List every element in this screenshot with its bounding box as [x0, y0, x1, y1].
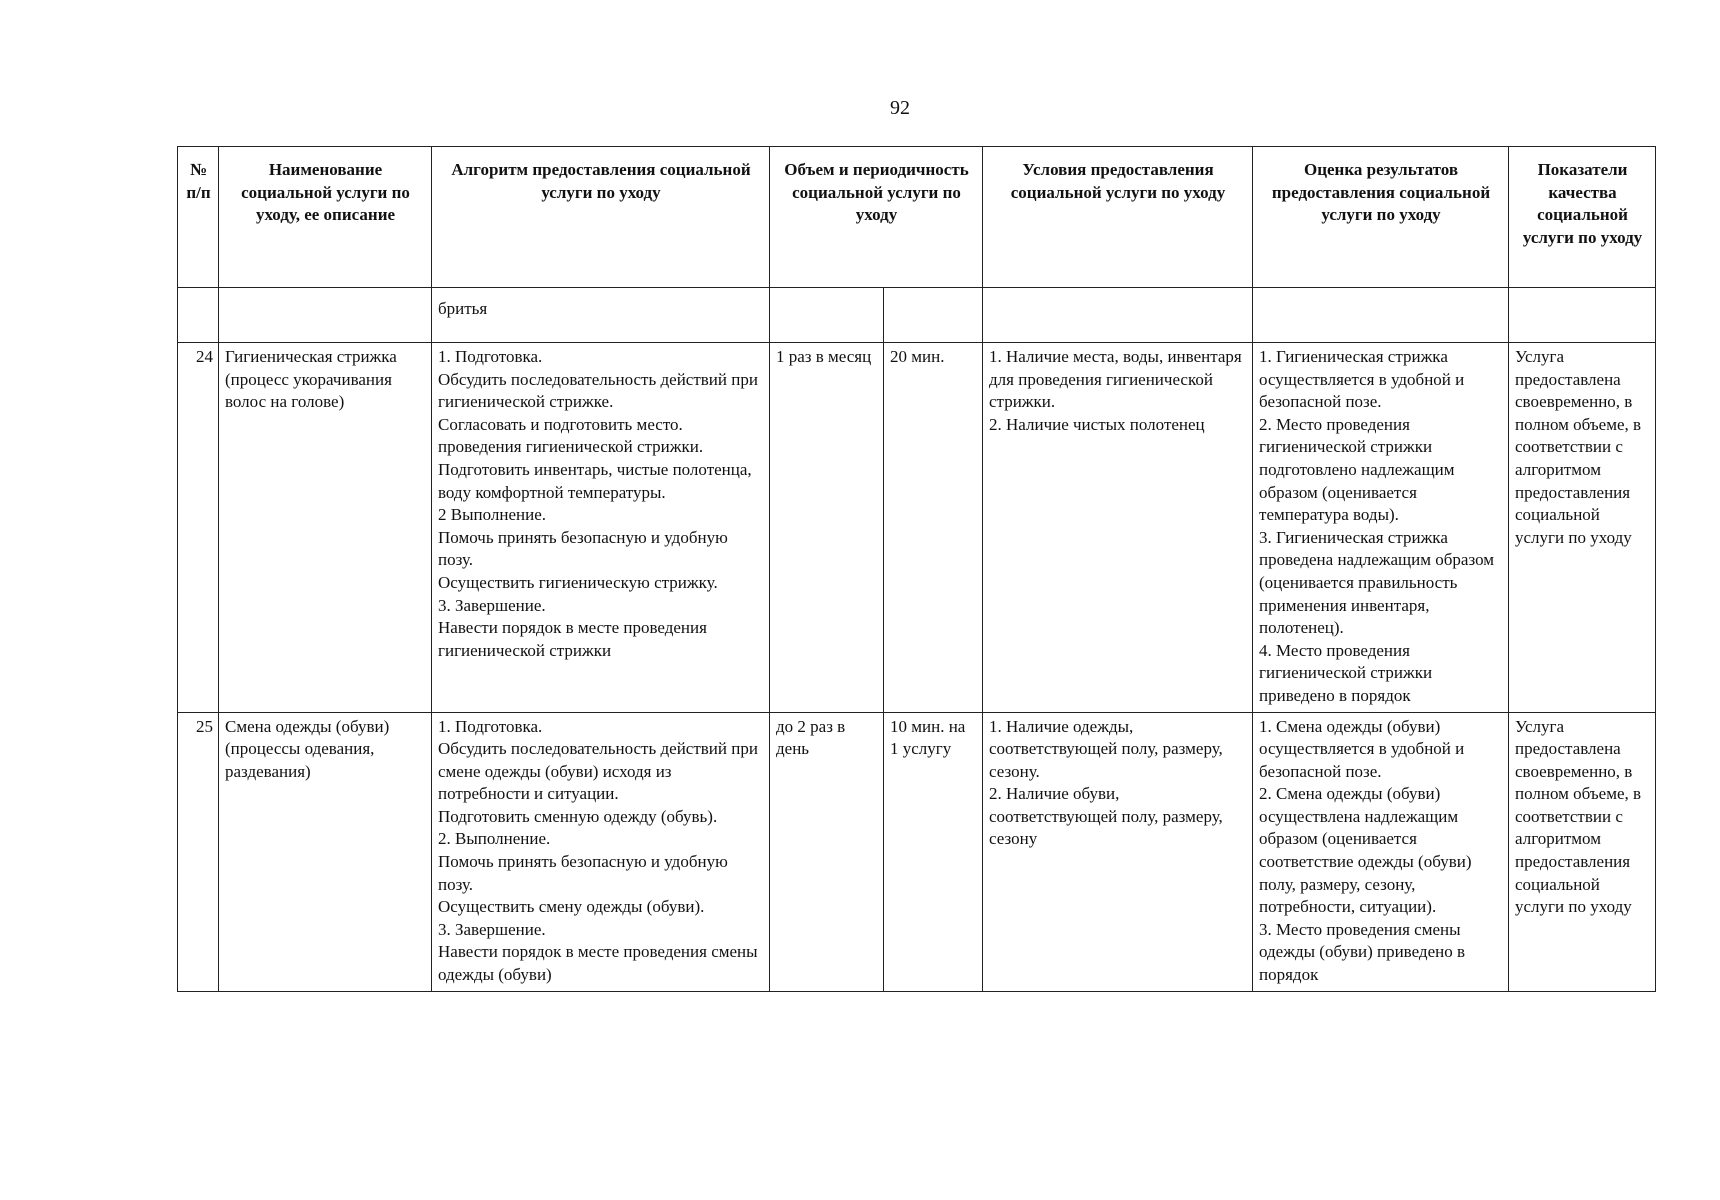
service-name: Смена одежды (обуви) (процессы одевания, раздевания): [219, 712, 432, 991]
table-row: [178, 343, 1656, 713]
cell-empty: [219, 288, 432, 343]
row-num: 25: [178, 712, 219, 991]
page-number: 92: [890, 97, 910, 119]
cell-empty: [1253, 288, 1509, 343]
service-duration: 20 мин.: [884, 343, 983, 713]
row-num: 24: [178, 343, 219, 713]
header-quality: Показатели качества социальной услуги по уходу: [1509, 147, 1656, 288]
service-duration: 10 мин. на 1 услугу: [884, 712, 983, 991]
service-quality: Услуга предоставлена своевременно, в полном объеме, в соответствии с алгоритмом предоставления социальной услуги по уходу: [1509, 712, 1656, 991]
table-row: [178, 712, 1656, 991]
service-quality: Услуга предоставлена своевременно, в полном объеме, в соответствии с алгоритмом предоставления социальной услуги по уходу: [1509, 343, 1656, 713]
cell-empty: [770, 288, 884, 343]
header-assessment: Оценка результатов предоставления социальной услуги по уходу: [1253, 147, 1509, 288]
cell-empty: [983, 288, 1253, 343]
header-num: № п/п: [178, 147, 219, 288]
service-assessment: 1. Смена одежды (обуви) осуществляется в удобной и безопасной позе. 2. Смена одежды (обуви) осуществлена надлежащим образом (оценивается соответствие одежды (обуви) полу, размеру, сезону, потребности, ситуации). 3. Место проведения смены одежды (обуви) приведено в порядок: [1253, 712, 1509, 991]
cell-empty: [1509, 288, 1656, 343]
header-conditions: Условия предоставления социальной услуги по уходу: [983, 147, 1253, 288]
service-assessment: 1. Гигиеническая стрижка осуществляется в удобной и безопасной позе. 2. Место проведения гигиенической стрижки подготовлено надлежащим образом (оценивается температура воды). 3. Гигиеническая стрижка проведена надлежащим образом (оценивается правильность применения инвентаря, полотенец). 4. Место проведения гигиенической стрижки приведено в порядок: [1253, 343, 1509, 713]
continuation-row: [178, 288, 1656, 343]
service-conditions: 1. Наличие одежды, соответствующей полу, размеру, сезону. 2. Наличие обуви, соответствующей полу, размеру, сезону: [983, 712, 1253, 991]
header-name: Наименование социальной услуги по уходу, ее описание: [219, 147, 432, 288]
cell-empty: [884, 288, 983, 343]
services-table: [177, 146, 1656, 992]
header-row: [178, 147, 1656, 288]
cell-empty: [178, 288, 219, 343]
service-name: Гигиеническая стрижка (процесс укорачивания волос на голове): [219, 343, 432, 713]
service-frequency: до 2 раз в день: [770, 712, 884, 991]
service-frequency: 1 раз в месяц: [770, 343, 884, 713]
continuation-algorithm: бритья: [432, 288, 770, 343]
header-volume: Объем и периодичность социальной услуги по уходу: [770, 147, 983, 288]
header-algorithm: Алгоритм предоставления социальной услуги по уходу: [432, 147, 770, 288]
service-algorithm: 1. Подготовка. Обсудить последовательность действий при смене одежды (обуви) исходя из потребности и ситуации. Подготовить сменную одежду (обувь). 2. Выполнение. Помочь принять безопасную и удобную позу. Осуществить смену одежды (обуви). 3. Завершение. Навести порядок в месте проведения смены одежды (обуви): [432, 712, 770, 991]
service-conditions: 1. Наличие места, воды, инвентаря для проведения гигиенической стрижки. 2. Наличие чистых полотенец: [983, 343, 1253, 713]
service-algorithm: 1. Подготовка. Обсудить последовательность действий при гигиенической стрижке. Согласовать и подготовить место. проведения гигиенической стрижки. Подготовить инвентарь, чистые полотенца, воду комфортной температуры. 2 Выполнение. Помочь принять безопасную и удобную позу. Осуществить гигиеническую стрижку. 3. Завершение. Навести порядок в месте проведения гигиенической стрижки: [432, 343, 770, 713]
